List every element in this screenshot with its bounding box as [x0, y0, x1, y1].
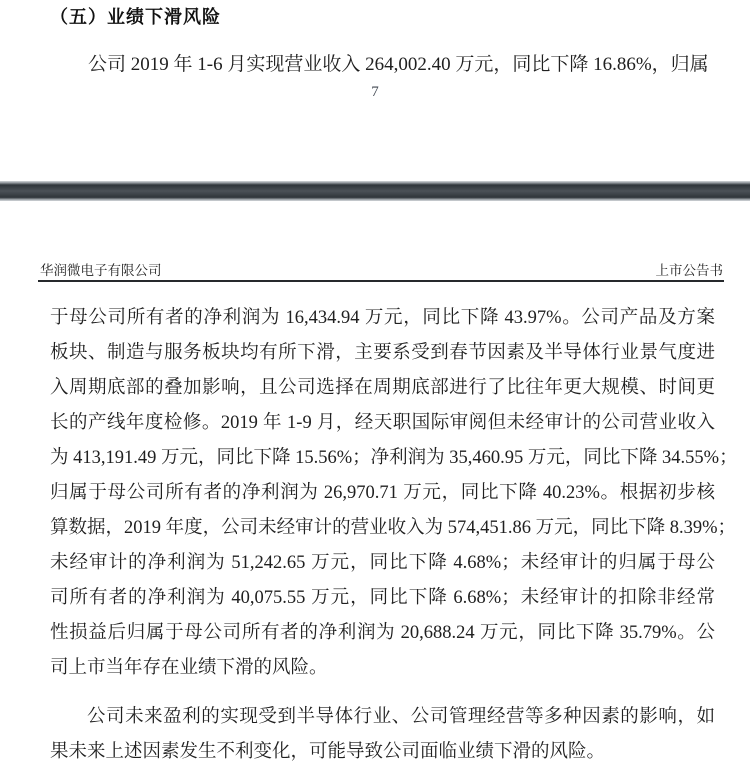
section-heading: （五）业绩下滑风险: [50, 7, 221, 27]
body-line: 归属于母公司所有者的净利润为 26,970.71 万元，同比下降 40.23%。根据初步核: [50, 483, 715, 503]
body-line: 性损益后归属于母公司所有者的净利润为 20,688.24 万元，同比下降 35.79%。公: [50, 623, 715, 643]
document-header: [40, 261, 723, 279]
body-line: 于母公司所有者的净利润为 16,434.94 万元，同比下降 43.97%。公司产品及方案: [50, 308, 715, 328]
body-line: 司上市当年存在业绩下滑的风险。: [50, 658, 328, 678]
body-line: 果未来上述因素发生不利变化，可能导致公司面临业绩下滑的风险。: [50, 742, 606, 762]
body-line: 板块、制造与服务板块均有所下滑，主要系受到春节因素及半导体行业景气度进: [50, 343, 715, 363]
body-line: 入周期底部的叠加影响，且公司选择在周期底部进行了比往年更大规模、时间更: [50, 378, 715, 398]
page-number: 7: [371, 84, 379, 100]
body-line: 算数据，2019 年度，公司未经审计的营业收入为 574,451.86 万元，同比下降 8.39%；: [50, 518, 737, 538]
page-separator-bar: [0, 181, 750, 201]
body-line: 司所有者的净利润为 40,075.55 万元，同比下降 6.68%；未经审计的扣除非经常: [50, 588, 715, 608]
body-line: 未经审计的净利润为 51,242.65 万元，同比下降 4.68%；未经审计的归属于母公: [50, 553, 715, 573]
page1-paragraph: 公司 2019 年 1-6 月实现营业收入 264,002.40 万元，同比下降 16.86%，归属: [88, 54, 709, 75]
body-text: [50, 301, 738, 770]
body-line: 为 413,191.49 万元，同比下降 15.56%；净利润为 35,460.95 万元，同比下降 34.55%；: [50, 448, 738, 468]
paragraph-gap: [50, 686, 715, 700]
body-line: 公司未来盈利的实现受到半导体行业、公司管理经营等多种因素的影响，如: [87, 707, 715, 727]
body-line: 长的产线年度检修。2019 年 1-9 月，经天职国际审阅但未经审计的公司营业收入: [50, 413, 715, 433]
header-doc-type: 上市公告书: [655, 263, 723, 278]
header-rule: [38, 280, 724, 282]
header-company-name: 华润微电子有限公司: [40, 263, 162, 278]
